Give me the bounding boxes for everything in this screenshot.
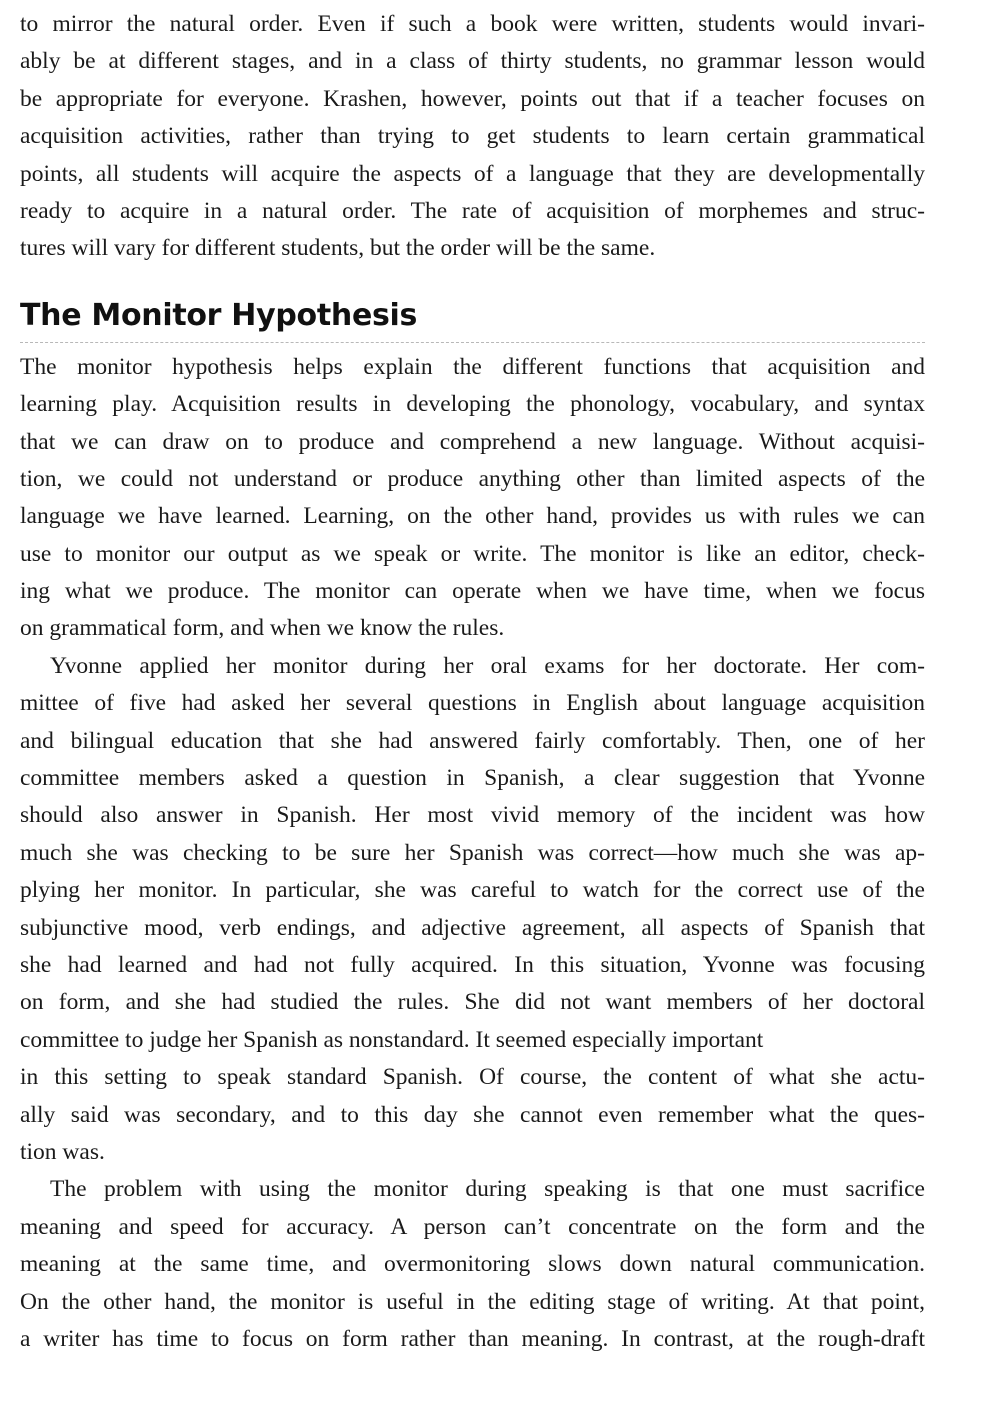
text-line: a writer has time to focus on form rather than meaning. In contrast, at the rough-draft [20,1325,925,1352]
text-line: ing what we produce. The monitor can operate when we have time, when we focus [20,578,925,605]
text-line: ably be at different stages, and in a class of thirty students, no grammar lesson would [20,48,925,75]
text-line: ready to acquire in a natural order. The rate of acquisition of morphemes and struc- [20,197,925,224]
text-line: points, all students will acquire the aspects of a language that they are developmentally [20,160,925,187]
text-line: in this setting to speak standard Spanish. Of course, the content of what she actu- [20,1064,925,1091]
text-line: that we can draw on to produce and comprehend a new language. Without acquisi- [20,428,925,455]
paragraph-yvonne-example [20,648,925,1171]
text-line: be appropriate for everyone. Krashen, however, points out that if a teacher focuses on [20,85,925,112]
text-line: use to monitor our output as we speak or write. The monitor is like an editor, check- [20,540,925,567]
section-header [20,294,925,343]
text-line: should also answer in Spanish. Her most vivid memory of the incident was how [20,802,925,829]
text-line: tion was. [20,1138,105,1165]
text-line: on form, and she had studied the rules. She did not want members of her doctoral [20,989,925,1016]
text-line: she had learned and had not fully acquired. In this situation, Yvonne was focusing [20,951,925,978]
text-line: ally said was secondary, and to this day she cannot even remember what the ques- [20,1101,925,1128]
text-line: tures will vary for different students, but the order will be the same. [20,235,656,262]
text-line: to mirror the natural order. Even if such a book were written, students would invari- [20,11,925,37]
text-line: acquisition activities, rather than trying to get students to learn certain grammatical [20,123,925,150]
text-line: much she was checking to be sure her Spanish was correct—how much she was ap- [20,839,925,866]
text-line: on grammatical form, and when we know the rules. [20,615,505,642]
text-line: meaning and speed for accuracy. A person can’t concentrate on the form and the [20,1213,925,1240]
intro-paragraph [20,6,925,268]
text-line: committee members asked a question in Spanish, a clear suggestion that Yvonne [20,765,925,792]
text-line: On the other hand, the monitor is useful in the editing stage of writing. At that point, [20,1288,925,1315]
section-heading: The Monitor Hypothesis [20,297,418,333]
paragraph-monitor-problem [20,1171,925,1358]
text-line: and bilingual education that she had answered fairly comfortably. Then, one of her [20,727,925,754]
document-page [20,6,925,1358]
text-line: plying her monitor. In particular, she was careful to watch for the correct use of the [20,877,925,904]
text-line: tion, we could not understand or produce anything other than limited aspects of the [20,465,925,492]
text-line: subjunctive mood, verb endings, and adjective agreement, all aspects of Spanish that [20,914,925,941]
text-line: Yvonne applied her monitor during her oral exams for her doctorate. Her com- [50,652,925,679]
text-line: The problem with using the monitor during speaking is that one must sacrifice [50,1176,925,1203]
text-line: meaning at the same time, and overmonitoring slows down natural communication. [20,1251,925,1278]
text-line: language we have learned. Learning, on the other hand, provides us with rules we can [20,503,925,530]
text-line: mittee of five had asked her several questions in English about language acquisition [20,690,925,717]
text-line: The monitor hypothesis helps explain the different functions that acquisition and [20,353,925,380]
text-line: learning play. Acquisition results in developing the phonology, vocabulary, and syntax [20,391,925,418]
heading-divider [20,342,925,343]
text-line: committee to judge her Spanish as nonstandard. It seemed especially important [20,1026,764,1053]
paragraph-monitor-hypothesis [20,349,925,648]
